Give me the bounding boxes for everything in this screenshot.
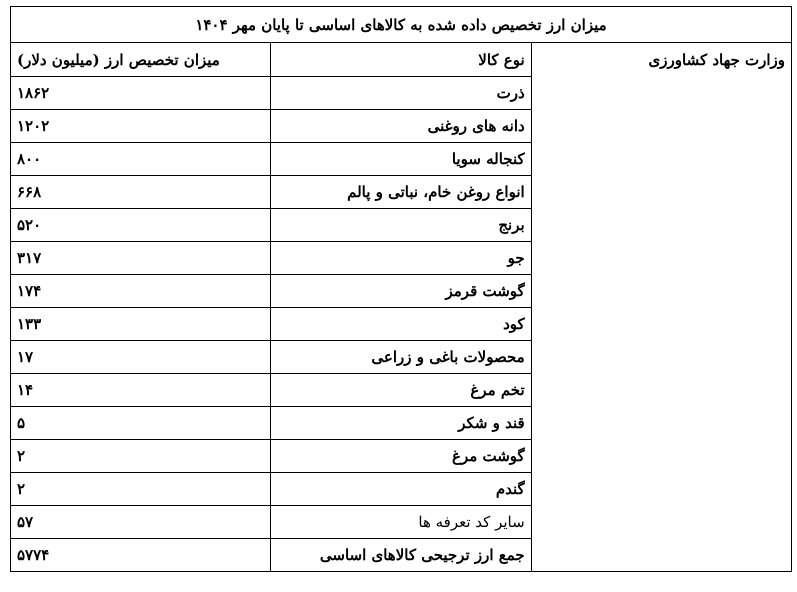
product-cell: ذرت: [271, 77, 531, 110]
amount-cell: ۵۷: [11, 506, 271, 539]
amount-cell: ۱۷: [11, 341, 271, 374]
product-cell: کود: [271, 308, 531, 341]
amount-cell: ۱۳۳: [11, 308, 271, 341]
amount-cell: ۵: [11, 407, 271, 440]
product-cell: دانه های روغنی: [271, 110, 531, 143]
amount-cell: ۲: [11, 473, 271, 506]
amount-cell: ۱۴: [11, 374, 271, 407]
amount-cell: ۶۶۸: [11, 176, 271, 209]
ministry-cell: وزارت جهاد کشاورزی: [531, 43, 791, 572]
product-cell: کنجاله سویا: [271, 143, 531, 176]
amount-header: میزان تخصیص ارز (میلیون دلار): [11, 43, 271, 77]
total-amount: ۵۷۷۴: [11, 539, 271, 572]
amount-cell: ۱۷۴: [11, 275, 271, 308]
product-cell: تخم مرغ: [271, 374, 531, 407]
table-title: میزان ارز تخصیص داده شده به کالاهای اساسی تا پایان مهر ۱۴۰۴: [11, 7, 792, 43]
allocation-table: [10, 6, 792, 572]
product-cell: برنج: [271, 209, 531, 242]
product-cell: محصولات باغی و زراعی: [271, 341, 531, 374]
total-label: جمع ارز ترجیحی کالاهای اساسی: [271, 539, 531, 572]
product-cell: گندم: [271, 473, 531, 506]
product-cell: قند و شکر: [271, 407, 531, 440]
product-cell: انواع روغن خام، نباتی و پالم: [271, 176, 531, 209]
amount-cell: ۱۸۶۲: [11, 77, 271, 110]
amount-cell: ۵۲۰: [11, 209, 271, 242]
product-header: نوع کالا: [271, 43, 531, 77]
header-row: [11, 43, 792, 77]
product-cell: گوشت قرمز: [271, 275, 531, 308]
amount-cell: ۲: [11, 440, 271, 473]
product-cell: گوشت مرغ: [271, 440, 531, 473]
amount-cell: ۳۱۷: [11, 242, 271, 275]
title-row: [11, 7, 792, 43]
product-cell: سایر کد تعرفه ها: [271, 506, 531, 539]
amount-cell: ۱۲۰۲: [11, 110, 271, 143]
amount-cell: ۸۰۰: [11, 143, 271, 176]
product-cell: جو: [271, 242, 531, 275]
